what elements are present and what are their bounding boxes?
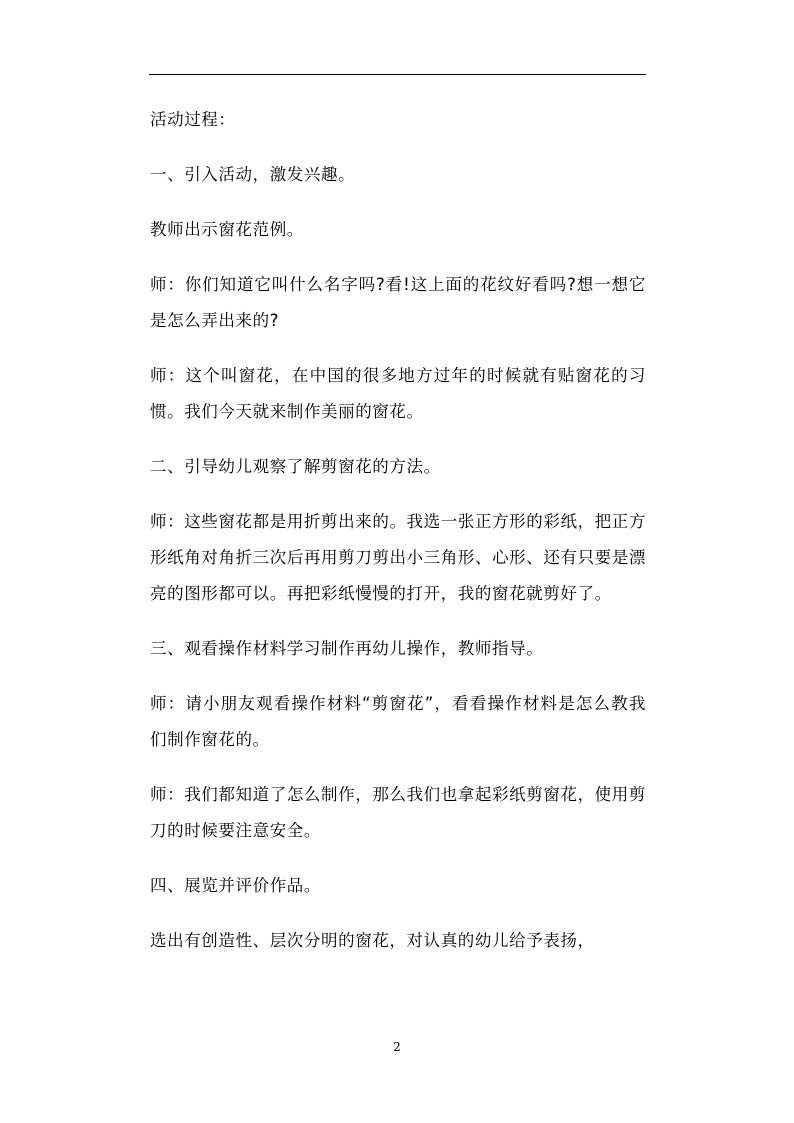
header-rule (149, 74, 646, 75)
paragraph-cutting-method: 师：这些窗花都是用折剪出来的。我选一张正方形的彩纸，把正方形纸角对角折三次后再用剪刀剪出小三角形、心形、还有只要是漂亮的图形都可以。再把彩纸慢慢的打开，我的窗花就剪好了。 (150, 512, 646, 603)
paragraph-section-2-heading: 二、引导幼儿观察了解剪窗花的方法。 (150, 457, 441, 476)
paragraph-activity-process: 活动过程： (150, 110, 236, 129)
document-body (150, 102, 646, 978)
paragraph-section-3-heading: 三、观看操作材料学习制作再幼儿操作，教师指导。 (150, 639, 544, 658)
paragraph-section-4-heading: 四、展览并评价作品。 (150, 876, 321, 895)
paragraph-select-works: 选出有创造性、层次分明的窗花，对认真的幼儿给予表扬， (150, 931, 595, 950)
paragraph-safety-note: 师：我们都知道了怎么制作，那么我们也拿起彩纸剪窗花，使用剪刀的时候要注意安全。 (150, 785, 646, 840)
paragraph-teacher-question: 师：你们知道它叫什么名字吗?看!这上面的花纹好看吗?想一想它是怎么弄出来的? (150, 275, 646, 330)
paragraph-section-1-heading: 一、引入活动，激发兴趣。 (150, 165, 356, 184)
paragraph-teacher-shows-example: 教师出示窗花范例。 (150, 220, 304, 239)
page-number: 2 (393, 1040, 401, 1054)
paragraph-teacher-explains-window-flower: 师：这个叫窗花，在中国的很多地方过年的时候就有贴窗花的习惯。我们今天就来制作美丽的窗花。 (150, 366, 646, 421)
paragraph-watch-materials: 师：请小朋友观看操作材料“剪窗花”，看看操作材料是怎么教我们制作窗花的。 (150, 694, 646, 749)
